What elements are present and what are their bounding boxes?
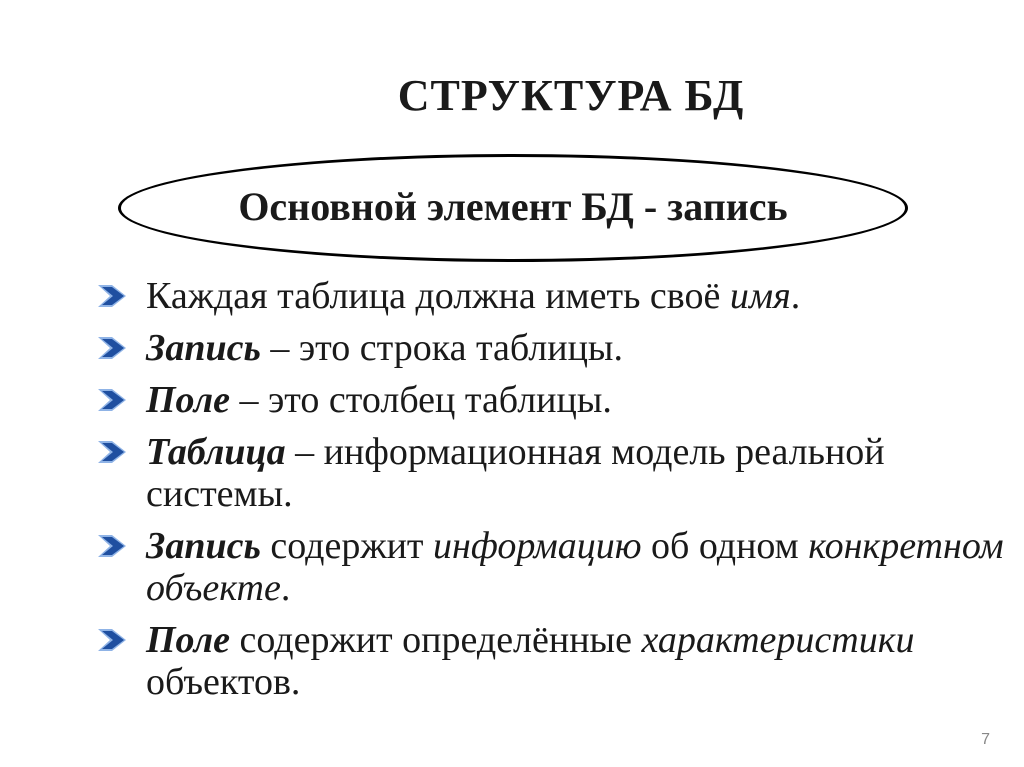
bullet-item xyxy=(98,619,1018,703)
bullet-term: Запись xyxy=(146,525,261,567)
bullet-item xyxy=(98,327,1018,369)
chevron-right-icon xyxy=(98,629,130,651)
slide-subtitle: Основной элемент БД - запись xyxy=(238,184,788,229)
bullet-text: – это столбец таблицы. xyxy=(229,379,612,421)
bullet-text: об одном xyxy=(641,525,809,567)
bullet-emphasis: характеристики xyxy=(641,619,915,661)
chevron-right-icon xyxy=(98,285,130,307)
bullet-text: Каждая таблица должна иметь своё xyxy=(146,275,730,317)
chevron-right-icon xyxy=(98,337,130,359)
bullet-text: объектов. xyxy=(146,661,301,703)
bullet-term: Поле xyxy=(146,619,230,661)
chevron-right-icon xyxy=(98,535,130,557)
bullet-text: . xyxy=(790,275,801,317)
bullet-item xyxy=(98,431,1018,515)
bullet-item xyxy=(98,525,1018,609)
bullet-text: – информационная модель реальной системы. xyxy=(146,431,885,515)
slide-title: СТРУКТУРА БД xyxy=(397,71,745,120)
bullet-term: Таблица xyxy=(146,431,286,473)
bullet-emphasis: конкретном объекте xyxy=(146,525,1004,609)
bullet-term: Поле xyxy=(146,379,230,421)
bullet-list xyxy=(98,275,1018,713)
bullet-text: – это строка таблицы. xyxy=(260,327,623,369)
bullet-emphasis: имя xyxy=(729,275,791,317)
bullet-item xyxy=(98,275,1018,317)
bullet-emphasis: информацию xyxy=(433,525,642,567)
bullet-term: Запись xyxy=(146,327,261,369)
bullet-item xyxy=(98,379,1018,421)
bullet-text: содержит xyxy=(260,525,434,567)
bullet-text: содержит определённые xyxy=(229,619,642,661)
chevron-right-icon xyxy=(98,441,130,463)
page-number: 7 xyxy=(981,731,990,748)
chevron-right-icon xyxy=(98,389,130,411)
bullet-text: . xyxy=(280,567,291,609)
